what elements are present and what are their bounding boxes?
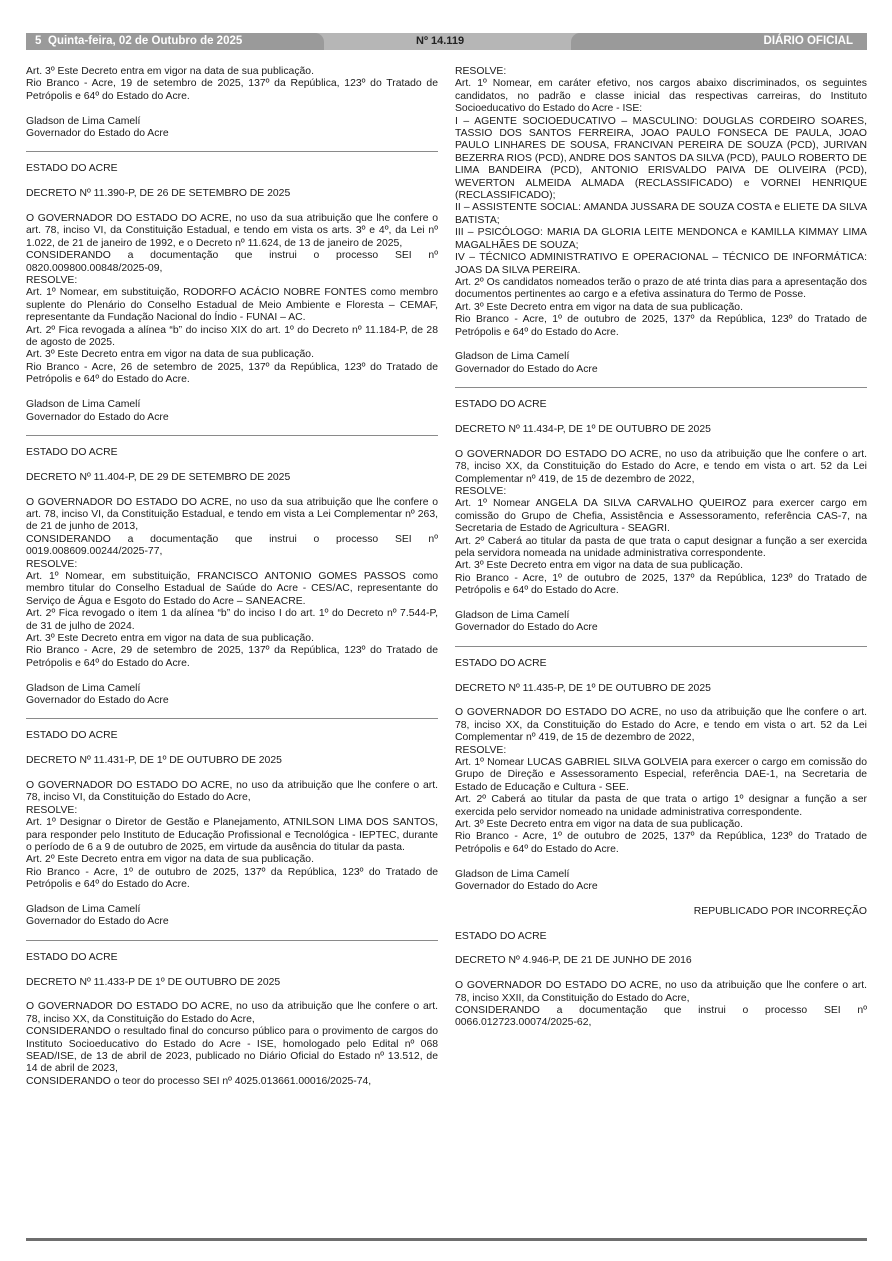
footer-rule [26, 1238, 867, 1241]
issuer-heading: ESTADO DO ACRE [26, 446, 118, 458]
issuer-heading: ESTADO DO ACRE [455, 399, 547, 411]
decree-11434 [455, 399, 867, 635]
nomination-item: II – ASSISTENTE SOCIAL: AMANDA JUSSARA DE SOUZA COSTA e ELIETE DA SILVA BATISTA; [455, 202, 867, 226]
article: Art. 3º Este Decreto entra em vigor na data de sua publicação. [455, 819, 743, 831]
right-column [455, 66, 867, 1030]
decree-place-date: Rio Branco - Acre, 26 de setembro de 2025, 137º da República, 123º do Tratado de Petrópolis e 64º do Estado do Acre. [26, 361, 438, 386]
signatory-title: Governador do Estado do Acre [26, 128, 169, 140]
decree-title: DECRETO Nº 11.435-P, DE 1º DE OUTUBRO DE 2025 [455, 682, 711, 694]
decree-11404 [26, 447, 438, 707]
article: Art. 3º Este Decreto entra em vigor na data de sua publicação. [26, 632, 314, 644]
decree-preamble: O GOVERNADOR DO ESTADO DO ACRE, no uso da atribuição que lhe confere o art. 78, inciso XX, da Constituição do Estado do Acre, e tendo em vista o art. 52 da Lei Complementar nº 419, de 15 de dezembro de 2022, [455, 448, 867, 485]
signatory-title: Governador do Estado do Acre [26, 411, 169, 423]
issuer-heading: ESTADO DO ACRE [26, 730, 118, 742]
decree-title: DECRETO Nº 11.390-P, DE 26 DE SETEMBRO DE 2025 [26, 188, 291, 200]
decree-title: DECRETO Nº 11.434-P, DE 1º DE OUTUBRO DE 2025 [455, 423, 711, 435]
signatory-name: Gladson de Lima Camelí [26, 399, 141, 411]
signatory-title: Governador do Estado do Acre [26, 694, 169, 706]
signatory-title: Governador do Estado do Acre [455, 622, 598, 634]
decree-preamble: O GOVERNADOR DO ESTADO DO ACRE, no uso da atribuição que lhe confere o art. 78, inciso XXII, da Constituição do Estado do Acre, [455, 980, 867, 1004]
decree-resolve: RESOLVE: [26, 558, 78, 570]
page-header [26, 33, 867, 50]
decree-place-date: Rio Branco - Acre, 1º de outubro de 2025, 137º da República, 123º do Tratado de Petrópolis e 64º do Estado do Acre. [455, 572, 867, 597]
signatory-name: Gladson de Lima Camelí [455, 351, 570, 363]
section-divider [26, 940, 438, 941]
decree-11433 [26, 952, 438, 1088]
decree-resolve: RESOLVE: [455, 744, 507, 756]
nomination-item: I – AGENTE SOCIOEDUCATIVO – MASCULINO: DOUGLAS CORDEIRO SOARES, TASSIO DOS SANTOS FERREIRA, JOAO PAULO FONSECA DE PAULA, JOAO PAULO LINHARES DE SOUSA, FRANCIVAN PEREIRA DE SOUZA (PCD), JURIVAN BEZERRA RIOS (PCD), ANDRE DOS SANTOS DA SILVA (PCD), PAULO ROBERTO DE LIMA BANDEIRA (PCD), ANTONIO ERISVALDO PAIVA DE OLIVEIRA (PCD), WEVERTON ALMEIDA ALMADA (RECLASSIFICADO) e VORNEI HENRIQUE (RECLASSIFICADO); [455, 115, 867, 202]
decree-considerando: CONSIDERANDO o resultado final do concurso público para o provimento de cargos do Instituto Socioeducativo do Estado do Acre - ISE, homologado pelo Edital nº 068 SEAD/ISE, de 13 de abril de 2023, publicado no Diário Oficial do Estado nº 13.512, de 14 de abril de 2023, [26, 1026, 438, 1075]
decree-place-date: Rio Branco - Acre, 19 de setembro de 2025, 137º da República, 123º do Tratado de Petrópolis e 64º do Estado do Acre. [26, 78, 438, 102]
decree-title: DECRETO Nº 4.946-P, DE 21 DE JUNHO DE 2016 [455, 955, 692, 967]
article: Art. 2º Fica revogado o item 1 da alínea “b” do inciso I do art. 1º do Decreto nº 7.544-P, de 31 de julho de 2024. [26, 608, 438, 632]
decree-place-date: Rio Branco - Acre, 1º de outubro de 2025, 137º da República, 123º do Tratado de Petrópolis e 64º do Estado do Acre. [455, 314, 867, 338]
article: Art. 2º Caberá ao titular da pasta de que trata o artigo 1º designar a função a ser exercida pelo servidor nomeado na unidade administrativa correspondente. [455, 794, 867, 818]
article: Art. 1º Nomear, em caráter efetivo, nos cargos abaixo discriminados, os seguintes candidatos, no padrão e classe inicial das respectivas carreiras, do Instituto Socioeducativo do Estado do Acre - ISE: [455, 78, 867, 115]
decree-resolve: RESOLVE: [26, 804, 78, 816]
article: Art. 2º Caberá ao titular da pasta de que trata o caput designar a função a ser exercida pela servidora nomeada na unidade administrativa correspondente. [455, 535, 867, 559]
decree-resolve: RESOLVE: [455, 66, 507, 77]
issuer-heading: ESTADO DO ACRE [26, 163, 118, 175]
decree-resolve: RESOLVE: [26, 275, 78, 287]
decree-preamble: O GOVERNADOR DO ESTADO DO ACRE, no uso da atribuição que lhe confere o art. 78, inciso XX, da Constituição do Estado do Acre, e tendo em vista o art. 52 da Lei Complementar nº 419, de 15 de dezembro de 2022, [455, 707, 867, 744]
decree-11433-continued [455, 66, 867, 376]
decree-previous-end [26, 66, 438, 140]
signatory-title: Governador do Estado do Acre [26, 916, 169, 928]
section-divider [455, 387, 867, 388]
section-divider [26, 435, 438, 436]
decree-preamble: O GOVERNADOR DO ESTADO DO ACRE, no uso da sua atribuição que lhe confere o art. 78, inciso VI, da Constituição Estadual, e tendo em vista a Lei Complementar nº 263, de 21 de junho de 2013, [26, 496, 438, 533]
article: Art. 1º Nomear ANGELA DA SILVA CARVALHO QUEIROZ para exercer cargo em comissão do Grupo de Chefia, Assistência e Assessoramento, referência CAS-7, na Secretaria de Estado de Agricultura - SEAGRI. [455, 498, 867, 535]
signatory-title: Governador do Estado do Acre [455, 363, 598, 375]
newspaper-title: DIÁRIO OFICIAL [763, 35, 853, 47]
article: Art. 2º Este Decreto entra em vigor na data de sua publicação. [26, 854, 314, 866]
article: Art. 3º Este Decreto entra em vigor na data de sua publicação. [455, 301, 743, 313]
issuer-heading: ESTADO DO ACRE [26, 951, 118, 963]
signatory-name: Gladson de Lima Camelí [26, 904, 141, 916]
decree-place-date: Rio Branco - Acre, 1º de outubro de 2025, 137º da República, 123º do Tratado de Petrópolis e 64º do Estado do Acre. [455, 831, 867, 855]
signatory-name: Gladson de Lima Camelí [455, 868, 570, 880]
section-divider [26, 718, 438, 719]
decree-considerando: CONSIDERANDO a documentação que instrui o processo SEI nº 0066.012723.00074/2025-62, [455, 1005, 867, 1029]
decree-resolve: RESOLVE: [455, 485, 507, 497]
decree-4946 [455, 906, 867, 1030]
decree-title: DECRETO Nº 11.433-P DE 1º DE OUTUBRO DE 2025 [26, 976, 281, 988]
section-divider [26, 151, 438, 152]
nomination-item: IV – TÉCNICO ADMINISTRATIVO E OPERACIONAL – TÉCNICO DE INFORMÁTICA: JOAS DA SILVA PEREIRA. [455, 252, 867, 276]
article: Art. 3º Este Decreto entra em vigor na data de sua publicação. [455, 560, 743, 572]
republished-note: REPUBLICADO POR INCORREÇÃO [693, 905, 867, 917]
article: Art. 1º Nomear, em substituição, FRANCISCO ANTONIO GOMES PASSOS como membro titular do Conselho Estadual de Saúde do Acre - CES/AC, representante do Serviço de Água e Esgoto do Estado do Acre – SANEACRE. [26, 570, 438, 607]
decree-place-date: Rio Branco - Acre, 1º de outubro de 2025, 137º da República, 123º do Tratado de Petrópolis e 64º do Estado do Acre. [26, 866, 438, 891]
signatory-name: Gladson de Lima Camelí [26, 682, 141, 694]
article: Art. 1º Designar o Diretor de Gestão e Planejamento, ATNILSON LIMA DOS SANTOS, para responder pelo Instituto de Educação Profissional e Tecnológica - IEPTEC, durante o período de 6 a 9 de outubro de 2025, em virtude da ausência do titular da pasta. [26, 817, 438, 854]
edition-date: Quinta-feira, 02 de Outubro de 2025 [48, 35, 243, 47]
decree-preamble: O GOVERNADOR DO ESTADO DO ACRE, no uso da atribuição que lhe confere o art. 78, inciso VI, da Constituição do Estado do Acre, [26, 779, 438, 804]
decree-title: DECRETO Nº 11.431-P, DE 1º DE OUTUBRO DE 2025 [26, 755, 282, 767]
decree-considerando: CONSIDERANDO a documentação que instrui o processo SEI nº 0820.009800.00848/2025-09, [26, 250, 438, 274]
article: Art. 3º Este Decreto entra em vigor na data de sua publicação. [26, 349, 314, 361]
signatory-name: Gladson de Lima Camelí [455, 610, 570, 621]
decree-preamble: O GOVERNADOR DO ESTADO DO ACRE, no uso da sua atribuição que lhe confere o art. 78, inciso VI, da Constituição Estadual, e tendo em vista os arts. 3º e 4º, da Lei nº 1.022, de 21 de janeiro de 1992, e o Decreto nº 11.624, de 13 de janeiro de 2025, [26, 213, 438, 249]
article: Art. 1º Nomear LUCAS GABRIEL SILVA GOLVEIA para exercer o cargo em comissão do Grupo de Direção e Assessoramento Especial, referência DAE-1, na Secretaria de Estado de Educação e Cultura - SEE. [455, 757, 867, 793]
section-divider [455, 646, 867, 647]
page-number: 5 [35, 35, 42, 47]
issuer-heading: ESTADO DO ACRE [455, 930, 547, 942]
decree-11431 [26, 730, 438, 928]
nomination-item: III – PSICÓLOGO: MARIA DA GLORIA LEITE MENDONCA e KAMILLA KIMMAY LIMA MAGALHÃES DE SOUZA; [455, 227, 867, 251]
article: Art. 2º Fica revogada a alínea “b” do inciso XIX do art. 1º do Decreto nº 11.184-P, de 28 de agosto de 2025. [26, 324, 438, 349]
signatory-name: Gladson de Lima Camelí [26, 115, 141, 127]
decree-11435 [455, 658, 867, 894]
decree-preamble: O GOVERNADOR DO ESTADO DO ACRE, no uso da atribuição que lhe confere o art. 78, inciso XX, da Constituição do Estado do Acre, [26, 1001, 438, 1025]
decree-title: DECRETO Nº 11.404-P, DE 29 DE SETEMBRO DE 2025 [26, 471, 291, 483]
signatory-title: Governador do Estado do Acre [455, 881, 598, 893]
decree-considerando: CONSIDERANDO a documentação que instrui o processo SEI nº 0019.008609.00244/2025-77, [26, 533, 438, 558]
left-column [26, 66, 438, 1088]
issuer-heading: ESTADO DO ACRE [455, 657, 547, 669]
decree-11390 [26, 163, 438, 423]
article: Art. 3º Este Decreto entra em vigor na data de sua publicação. [26, 66, 314, 77]
article: Art. 1º Nomear, em substituição, RODORFO ACÁCIO NOBRE FONTES como membro suplente do Plenário do Conselho Estadual de Meio Ambiente e Floresta – CEMAF, representante da Fundação Nacional do Índio - FUNAI – AC. [26, 287, 438, 324]
decree-considerando: CONSIDERANDO o teor do processo SEI nº 4025.013661.00016/2025-74, [26, 1075, 372, 1087]
decree-place-date: Rio Branco - Acre, 29 de setembro de 2025, 137º da República, 123º do Tratado de Petrópolis e 64º do Estado do Acre. [26, 645, 438, 669]
issue-number: Nº 14.119 [416, 35, 465, 47]
article: Art. 2º Os candidatos nomeados terão o prazo de até trinta dias para a apresentação dos documentos pertinentes ao cargo e a efetiva assinatura do Termo de Posse. [455, 276, 867, 301]
